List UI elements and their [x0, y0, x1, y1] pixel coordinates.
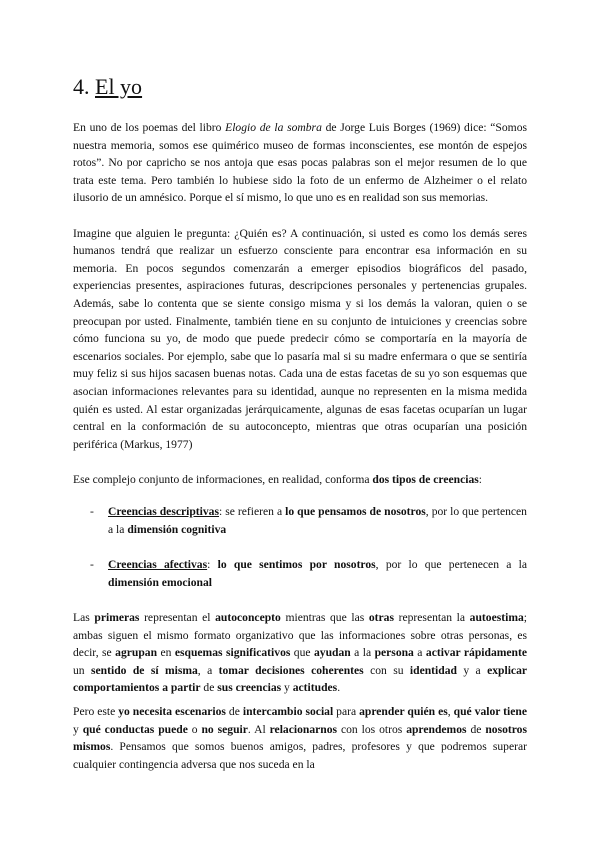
paragraph-borges: [73, 119, 527, 207]
text-run: .: [337, 681, 341, 695]
text-run: con su: [363, 663, 410, 677]
text-run: y: [73, 722, 83, 736]
text-run: ,: [447, 705, 454, 718]
paragraph-self-concept: [73, 609, 527, 697]
text-run: : se refieren a: [219, 505, 286, 519]
bold-term: activar rápidamente: [425, 646, 527, 660]
bold-term: no seguir: [201, 722, 248, 736]
bold-term: tomar decisiones coherentes: [218, 663, 364, 677]
text-run: con los otros: [337, 722, 407, 736]
paragraph-beliefs-intro: [73, 471, 527, 489]
bold-term: sus creencias: [217, 681, 282, 695]
text-run: ; ambas siguen el mismo formato organizativo que las informaciones sobre otras personas, es decir, se: [73, 611, 528, 660]
term-descriptive: Creencias descriptivas: [108, 505, 219, 519]
bold-term: lo que pensamos de nosotros: [285, 505, 426, 519]
text-run: de: [466, 722, 486, 736]
bold-term: qué valor tiene: [453, 705, 527, 718]
text-run: :: [207, 558, 218, 572]
belief-types-list: [73, 503, 527, 591]
text-run: Ese complejo conjunto de informaciones, en realidad, conforma: [73, 472, 373, 486]
text-run: y a: [456, 663, 488, 677]
bold-term: aprender quién es: [359, 705, 448, 718]
text-run: de: [200, 681, 218, 695]
section-title: El yo: [95, 74, 143, 99]
bold-term: persona: [374, 646, 414, 660]
list-dash: -: [90, 558, 94, 572]
text-run: a: [413, 646, 426, 660]
bold-term: explicar comportamientos a partir: [73, 663, 528, 695]
bold-term: aprendemos: [406, 722, 467, 736]
text-run: Pero este: [73, 705, 119, 718]
bold-term: ayudan: [314, 646, 351, 660]
list-dash: -: [90, 505, 94, 519]
list-item-affective: [73, 556, 527, 591]
paragraph-who-are-you: Imagine que alguien le pregunta: ¿Quién es? A continuación, si usted es como los demás seres humanos tendrá que realizar un esfuerzo consciente para encontrar esa información en su memoria. En pocos segundos comenzarán a emerger episodios biográficos del pasado, experiencias presentes, aspiraciones futuras, descripciones personales y pertenencias grupales. Además, sabe lo contenta que se siente consigo misma y si los demás la valoran, quien o se preocupan por usted. Finalmente, también tiene en su conjunto de intuiciones y creencias sobre cómo funciona su yo, de modo que puede predecir cómo se comportaría en la mayoría de escenarios sociales. Por ejemplo, sabe que lo pasaría mal si su madre enfermara o que se sentiría muy feliz si sus hijos sacasen buenas notas. Cada una de estas facetas de su yo son esquemas que asocian informaciones relevantes para su identidad, aunque no representen en la misma medida quién es usted. Al estar organizadas jerárquicamente, algunas de esas facetas ocuparían un lugar central en la conformación de su autoconcepto, mientras que otras ocuparían una posición periférica (Markus, 1977): [73, 226, 527, 451]
text-run: en: [157, 646, 175, 660]
list-item-descriptive: [73, 503, 527, 538]
bold-term: nosotros mismos: [73, 722, 527, 754]
text-run: representan la: [394, 611, 470, 625]
text-run: , a: [197, 663, 219, 677]
text-run: un: [73, 663, 91, 677]
bold-term: sentido de sí misma: [91, 663, 198, 677]
bold-term: dimensión cognitiva: [127, 523, 227, 537]
bold-term: dos tipos de creencias: [372, 472, 479, 486]
bold-term: agrupan: [115, 646, 158, 660]
bold-term: lo que sentimos por nosotros: [217, 558, 376, 572]
text-run: a la: [350, 646, 375, 660]
bold-term: autoestima: [469, 611, 524, 625]
text-run: que: [290, 646, 314, 660]
text-run: , por lo que pertencen a la: [108, 505, 527, 537]
term-affective: Creencias afectivas: [108, 558, 208, 572]
text-run: de: [225, 705, 243, 718]
text-run: Las: [73, 611, 95, 625]
text-run: , por lo que pertenecen a la: [375, 558, 528, 572]
text-run: mientras que las: [280, 611, 369, 625]
bold-term: actitudes: [292, 681, 338, 695]
text-run: y: [281, 681, 293, 695]
book-title: Elogio de la sombra: [225, 121, 322, 134]
bold-term: qué conductas puede: [82, 722, 188, 736]
document-body: [73, 119, 527, 773]
text-run: En uno de los poemas del libro: [73, 121, 226, 134]
text-run: o: [187, 722, 202, 736]
section-number: 4.: [73, 74, 90, 99]
text-run: . Al: [247, 722, 270, 736]
bold-term: identidad: [409, 663, 457, 677]
paragraph-social-exchange: [73, 703, 527, 773]
bold-term: esquemas significativos: [174, 646, 291, 660]
text-run: para: [333, 705, 360, 718]
bold-term: intercambio social: [242, 705, 334, 718]
text-run: . Pensamos que somos buenos amigos, padres, profesores y que podremos superar cualquier contingencia adversa que nos suceda en la: [73, 740, 527, 771]
text-run: representan el: [139, 611, 216, 625]
bold-term: yo necesita escenarios: [118, 705, 226, 718]
bold-term: autoconcepto: [215, 611, 281, 625]
bold-term: dimensión emocional: [108, 575, 213, 589]
section-heading: [73, 73, 142, 101]
text-run: :: [478, 472, 483, 486]
bold-term: primeras: [94, 611, 140, 625]
bold-term: relacionarnos: [269, 722, 338, 736]
bold-term: otras: [368, 611, 394, 625]
text-run: de Jorge Luis Borges (1969) dice: “Somos nuestra memoria, somos ese quimérico museo de formas inconscientes, ese montón de espejos rotos”. No por capricho se nos antoja que esas pocas palabras son el mejor resumen de lo que trata este tema. Pero también lo hubiese sido la foto de un enfermo de Alzheimer o el relato ilusorio de un amnésico. Porque el sí mismo, lo que uno es en realidad son sus memorias.: [73, 121, 528, 205]
